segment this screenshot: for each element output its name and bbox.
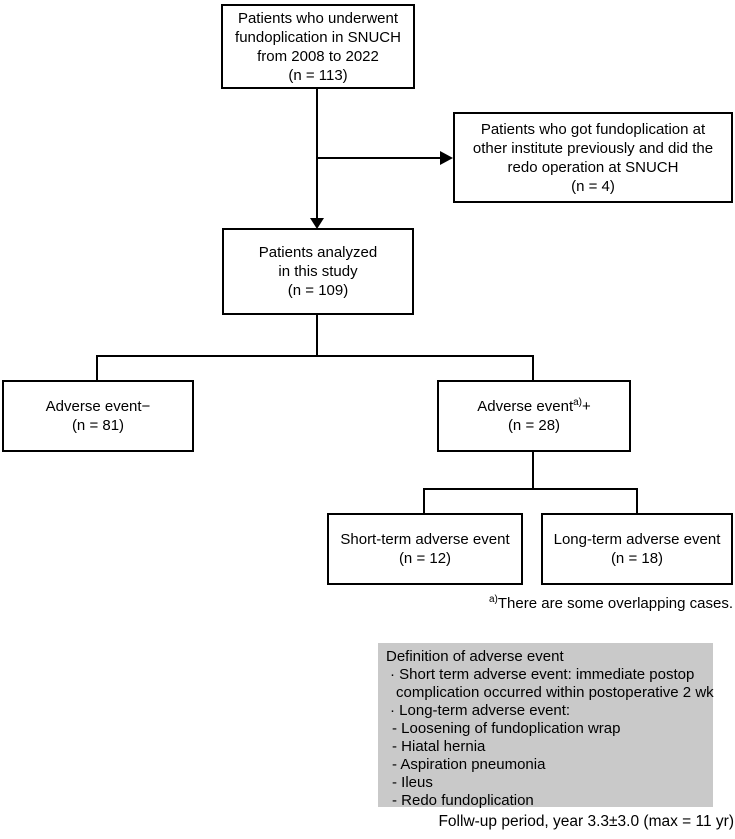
adverse-positive-plus-sign: + <box>582 398 591 415</box>
definition-bullet-line: · Short term adverse event: immediate postop <box>390 666 695 683</box>
definition-sub-item: - Redo fundoplication <box>392 792 534 809</box>
box-text-line: (n = 81) <box>71 417 125 434</box>
box-adverse-event-negative <box>2 380 194 452</box>
footnote-marker-superscript: a) <box>488 594 498 605</box>
box-text-line: Short-term adverse event <box>340 531 510 548</box>
box-text-line: fundoplication in SNUCH <box>235 28 401 46</box>
connector-to-adverse-positive <box>532 355 534 380</box>
definition-box <box>378 643 713 807</box>
box-text-line: (n = 18) <box>610 550 664 567</box>
footnote-text: There are some overlapping cases. <box>497 595 733 612</box>
box-text-line: redo operation at SNUCH <box>507 158 679 176</box>
box-text-line: Long-term adverse event <box>553 531 721 548</box>
definition-sub-item: - Aspiration pneumonia <box>392 756 546 773</box>
connector-adverse-split <box>96 355 534 357</box>
footnote-marker-superscript: a) <box>573 397 583 408</box>
box-long-term-adverse-event <box>541 513 733 585</box>
box-text-line: Patients who underwent <box>237 9 399 27</box>
box-text-line: (n = 28) <box>507 417 561 434</box>
definition-title: Definition of adverse event <box>386 648 564 665</box>
box-text-line: from 2008 to 2022 <box>257 47 379 65</box>
connector-to-long-term <box>636 488 638 513</box>
box-text-line: (n = 109) <box>287 282 349 299</box>
box-patients-underwent <box>221 4 415 89</box>
box-short-term-adverse-event <box>327 513 523 585</box>
box-text-line: Adverse event− <box>45 398 151 415</box>
box-patients-analyzed <box>222 228 414 315</box>
connector-to-adverse-negative <box>96 355 98 380</box>
box-text-line: (n = 12) <box>398 550 452 567</box>
connector-term-split <box>423 488 638 490</box>
box-text-line <box>439 397 629 416</box>
definition-bullet-line: · Long-term adverse event: <box>390 702 571 719</box>
connector-to-short-term <box>423 488 425 513</box>
connector-branch-to-excluded <box>317 157 441 159</box>
definition-sub-item: - Ileus <box>392 774 433 791</box>
connector-analyzed-down <box>316 315 318 356</box>
box-text-line: (n = 113) <box>288 66 348 84</box>
footnote-overlapping-cases <box>489 595 733 612</box>
followup-period-note: Follw-up period, year 3.3±3.0 (max = 11 yr) <box>438 813 734 830</box>
box-text-line: Patients analyzed <box>258 244 378 261</box>
box-adverse-event-positive <box>437 380 631 452</box>
box-text-line: Patients who got fundoplication at <box>480 120 706 138</box>
connector-top-to-analyzed <box>316 89 318 219</box>
box-redo-excluded <box>453 112 733 203</box>
box-text-line: (n = 4) <box>571 177 615 195</box>
connector-adverse-positive-down <box>532 452 534 489</box>
adverse-positive-label: Adverse event <box>477 398 574 415</box>
arrowhead-right-icon <box>440 151 453 165</box>
box-text-line: other institute previously and did the <box>472 139 714 157</box>
definition-sub-item: - Hiatal hernia <box>392 738 486 755</box>
box-text-line: in this study <box>278 263 358 280</box>
definition-sub-item: - Loosening of fundoplication wrap <box>392 720 621 737</box>
definition-wrap-line: complication occurred within postoperative 2 wk <box>396 684 714 701</box>
